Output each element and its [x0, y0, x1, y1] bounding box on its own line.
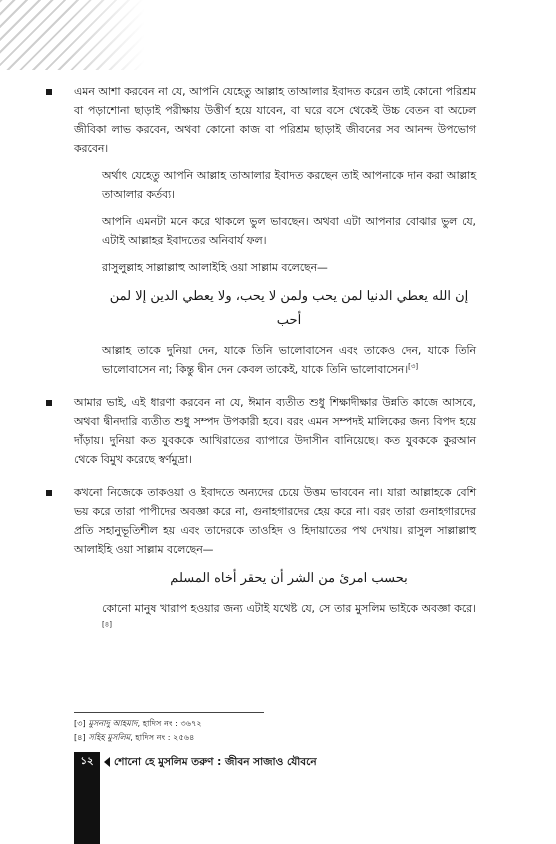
translation-text: কোনো মানুষ খারাপ হওয়ার জন্য এটাই যথেষ্ট যে, সে তার মুসলিম ভাইকে অবজ্ঞা করে। [102, 602, 476, 615]
footnote-reference: , হাদিস নং : ৩৬৭২ [137, 718, 202, 728]
footnote-ref[interactable]: [৪] [102, 620, 113, 629]
bullet-square-icon [46, 490, 52, 496]
running-footer [104, 754, 317, 770]
bullet-section-2 [74, 393, 476, 469]
translation-text: আল্লাহ তাকে দুনিয়া দেন, যাকে তিনি ভালোবাসেন এবং তাকেও দেন, যাকে তিনি ভালোবাসেন না; কিন্তু দ্বীন দেন কেবল তাকেই, যাকে তিনি ভালোবাসেন। [102, 344, 476, 376]
footnote-item [74, 716, 474, 730]
paragraph: রাসুলুল্লাহ সাল্লাল্লাহু আলাইহি ওয়া সাল্লাম বলেছেন— [102, 261, 328, 274]
paragraph: অর্থাৎ যেহেতু আপনি আল্লাহ তাআলার ইবাদত করছেন তাই আপনাকে দান করা আল্লাহ তাআলার কর্তব্য। [102, 169, 476, 201]
bullet-section-1 [74, 82, 476, 379]
book-title: শোনো হে মুসলিম তরুণ : জীবন সাজাও যৌবনে [114, 756, 317, 768]
hadith-translation [74, 341, 476, 379]
decorative-stripes [0, 0, 556, 70]
footnote-source: সহিহ মুসলিম [88, 732, 131, 742]
footnote-source: মুসনাদু আহমাদ [88, 718, 138, 728]
bullet-square-icon [46, 89, 52, 95]
paragraph: কখনো নিজেকে তাকওয়া ও ইবাদতে অন্যদের চেয়ে উত্তম ভাববেন না। যারা আল্লাহকে বেশি ভয় করে তারা পাপীদের অবজ্ঞা করে না, গুনাহগারদের হেয় করে না। বরং তারা গুনাহগারদের প্রতি সহানুভূতিশীল হয় এবং তাদেরকে তাওহিদ ও হিদায়াতের পথ দেখায়। রাসুল সাল্লাল্লাহু আলাইহি ওয়া সাল্লাম বলেছেন— [74, 486, 476, 556]
paragraph: এমন আশা করবেন না যে, আপনি যেহেতু আল্লাহ তাআলার ইবাদত করেন তাই কোনো পরিশ্রম বা পড়াশোনা ছাড়াই পরীক্ষায় উত্তীর্ণ হয়ে যাবেন, বা ঘরে বসে থেকেই উচ্চ বেতন বা অঢেল জীবিকা লাভ করবেন, অথবা কোনো কাজ বা পরিশ্রম ছাড়াই জীবনের সব আনন্দ উপভোগ করবেন। [74, 85, 476, 155]
bullet-square-icon [46, 400, 52, 406]
paragraph: আমার ভাই, এই ধারণা করবেন না যে, ঈমান ব্যতীত শুধু শিক্ষাদীক্ষার উন্নতি কাজে আসবে, অথবা দ্বীনদারি ব্যতীত শুধু সম্পদ উপকারী হবে। বরং এমন সম্পদই মালিকের জন্য বিপদ হয়ে দাঁড়ায়। দুনিয়া কত যুবককে আখিরাতের ব্যাপারে উদাসীন বানিয়েছে। কত যুবককে কুরআন থেকে বিমুখ করেছে স্বর্ণমুদ্রা। [74, 396, 476, 466]
footnote-number: [৩] [74, 718, 86, 728]
bullet-section-3 [74, 483, 476, 637]
footnotes [74, 716, 474, 744]
page-number: ১২ [80, 756, 94, 767]
footnote-divider [74, 712, 264, 713]
footnote-reference: , হাদিস নং : ২৫৬৪ [130, 732, 195, 742]
paragraph: আপনি এমনটা মনে করে থাকলে ভুল ভাবছেন। অথবা এটা আপনার বোঝার ভুল যে, এটাই আল্লাহর ইবাদতের অনিবার্য ফল। [102, 215, 476, 247]
arabic-hadith: إن الله يعطي الدنيا لمن يحب ولمن لا يحب، ولا يعطي الدين إلا لمن أحب [109, 289, 469, 328]
hadith-translation [74, 599, 476, 637]
footnote-item [74, 730, 474, 744]
footnote-number: [৪] [74, 732, 86, 742]
arabic-hadith: بحسب امرئ من الشر أن يحقر أخاه المسلم [170, 571, 408, 586]
page-content [74, 82, 476, 651]
footnote-ref[interactable]: [৩] [408, 362, 419, 371]
triangle-left-icon [104, 757, 110, 767]
